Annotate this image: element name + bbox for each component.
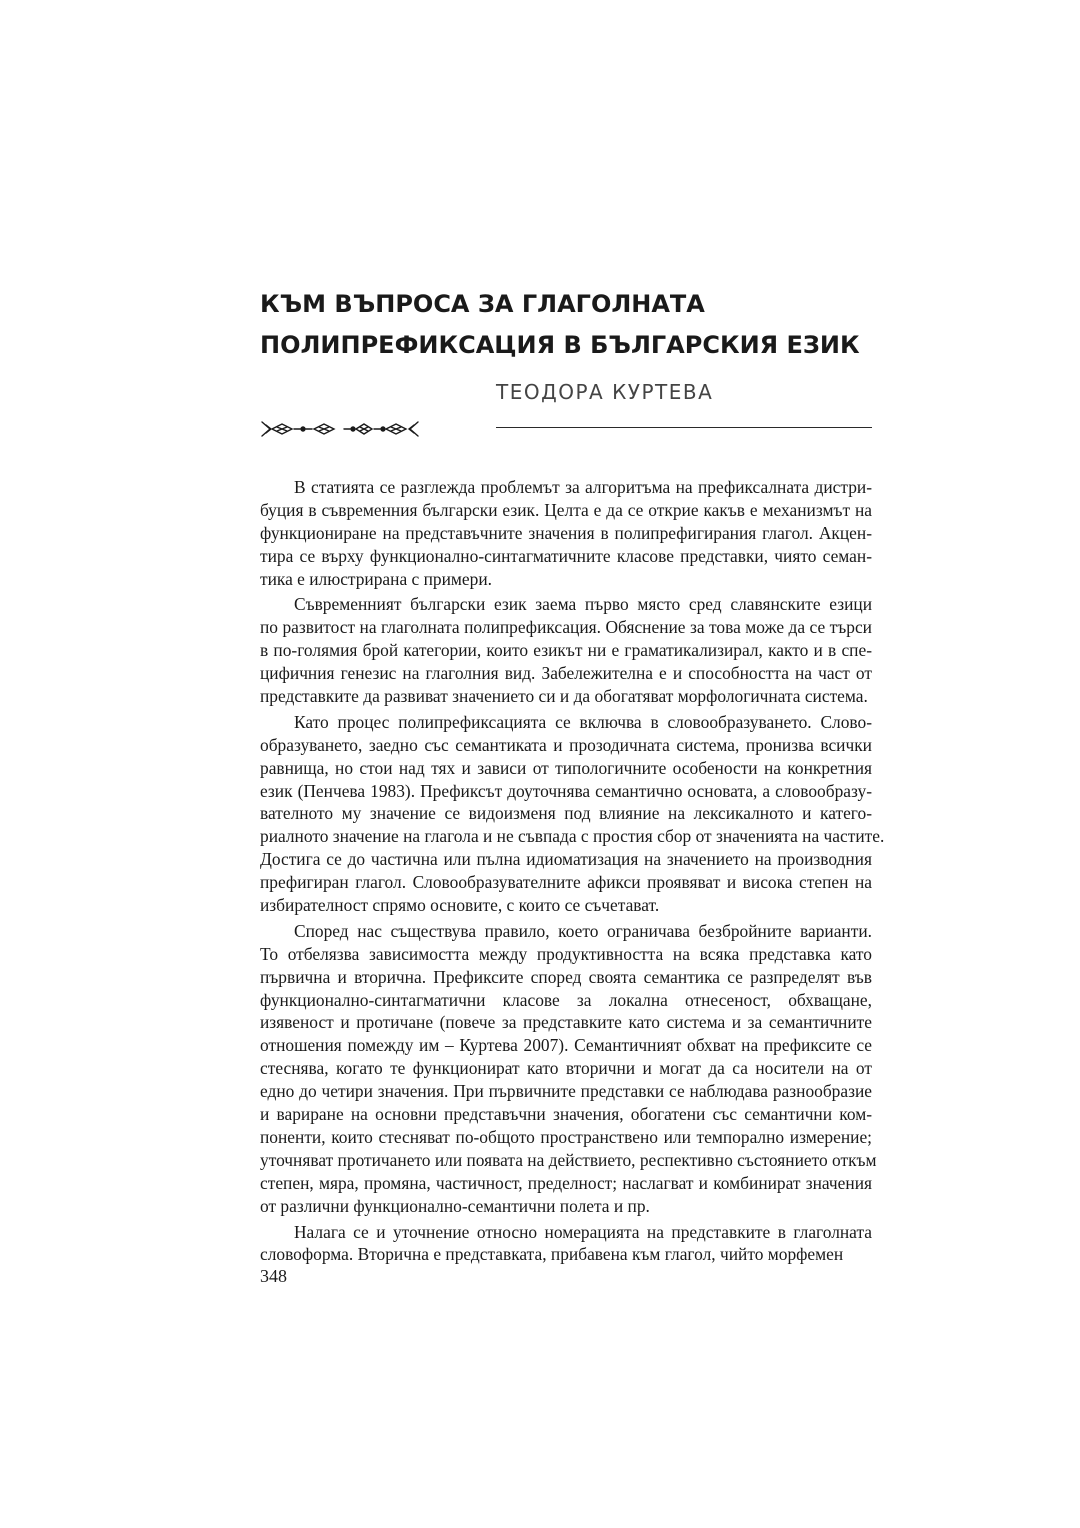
paragraph-line: и вариране на основни представъчни значения, обогатени със семантични ком- xyxy=(260,1104,872,1125)
paragraph-line: избирателност спрямо основите, с които се съчетават. xyxy=(260,895,660,916)
decorative-ornament-icon xyxy=(260,416,428,442)
paragraph-line: словоформа. Вторична е представката, прибавена към глагол, чийто морфемен xyxy=(260,1244,844,1265)
paragraph-line: цифичния генезис на глаголния вид. Забележителна е и способността на част от xyxy=(260,663,872,684)
paragraph xyxy=(260,476,872,590)
paragraph-line: образуването, заедно със семантиката и прозодичната система, пронизва всички xyxy=(260,734,872,755)
paragraph-line: функциониране на представъчните значения в полипрефигирания глагол. Акцен- xyxy=(260,522,872,543)
paragraph-line: първична и вторична. Префиксите според своята семантика се разпределят във xyxy=(260,966,872,987)
paragraph-line: уточняват протичането или появата на действието, респективно състоянието откъм xyxy=(260,1149,877,1170)
paragraph-line: буция в съвременния български език. Целта е да се открие какъв е механизмът на xyxy=(260,499,872,520)
paragraph-line: префигиран глагол. Словообразувателните афикси проявяват и висока степен на xyxy=(260,872,872,893)
paragraph-line: тика е илюстрирана с примери. xyxy=(260,568,492,589)
paragraph-line: В статията се разглежда проблемът за алгоритъма на префиксалната дистри- xyxy=(294,477,872,497)
paragraph-line: степен, мяра, промяна, частичност, пределност; наслагват и комбинират значения xyxy=(260,1172,872,1193)
paragraph-line: Достига се до частична или пълна идиоматизация на значението на производния xyxy=(260,849,872,870)
title-line-2: ПОЛИПРЕФИКСАЦИЯ В БЪЛГАРСКИЯ ЕЗИК xyxy=(260,331,860,359)
paragraph-line: Според нас съществува правило, което ограничава безбройните варианти. xyxy=(294,920,872,941)
paragraph-line: език (Пенчева 1983). Префиксът доуточнява семантично основата, а словообразу- xyxy=(260,780,872,801)
paragraph xyxy=(260,920,877,1218)
paragraph xyxy=(260,711,885,917)
paragraph-line: риалното значение на глагола и не съвпада с простия сбор от значенията на частите. xyxy=(260,826,885,847)
paragraph-line: функционално-синтагматични класове за локална отнесеност, обхващане, xyxy=(260,989,872,1010)
article-title xyxy=(260,284,900,366)
article-body xyxy=(260,476,885,1269)
title-line-1: КЪМ ВЪПРОСА ЗА ГЛАГОЛНАТА xyxy=(260,290,705,318)
paragraph-line: Като процес полипрефиксацията се включва в словообразуването. Слово- xyxy=(294,711,872,732)
paragraph-line: стеснява, когато те функционират като вторични и могат да са носители на от xyxy=(260,1058,872,1079)
paragraph-line: представките да развиват значението си и да обогатяват морфологичната система. xyxy=(260,686,868,707)
paragraph xyxy=(260,593,872,707)
paragraph-line: от различни функционално-семантични полета и пр. xyxy=(260,1195,650,1216)
paragraph-line: поненти, които стесняват по-общото пространствено или темпорално измерение; xyxy=(260,1126,872,1147)
paragraph-line: Съвременният български език заема първо място сред славянските езици xyxy=(294,594,872,615)
paragraph-line: Налага се и уточнение относно номерацията на представките в глаголната xyxy=(294,1221,872,1242)
paragraph-line: в по-голямия брой категории, които езикът ни е граматикализирал, както и в спе- xyxy=(260,640,872,661)
author-rule xyxy=(496,427,872,428)
paragraph-line: То отбелязва зависимостта между продуктивността на всяка представка като xyxy=(260,943,872,964)
paragraph-line: по развитост на глаголната полипрефиксация. Обяснение за това може да се търси xyxy=(260,617,872,638)
paragraph-line: вателното му значение се видоизменя под влияние на лексикалното и катего- xyxy=(260,803,872,824)
paragraph xyxy=(260,1221,872,1267)
paragraph-line: тира се върху функционално-синтагматичните класове представки, чиято семан- xyxy=(260,545,872,566)
author-name: ТЕОДОРА КУРТЕВА xyxy=(496,380,714,404)
paragraph-line: равнища, но стои над тях и зависи от типологичните особености на конкретния xyxy=(260,757,872,778)
paragraph-line: отношения помежду им – Куртева 2007). Семантичният обхват на префиксите се xyxy=(260,1035,872,1056)
paragraph-line: едно до четири значения. При първичните представки се наблюдава разнообразие xyxy=(260,1081,872,1102)
paragraph-line: изявеност и протичане (повече за представките като система и за семантичните xyxy=(260,1012,872,1033)
page-number: 348 xyxy=(260,1266,287,1286)
